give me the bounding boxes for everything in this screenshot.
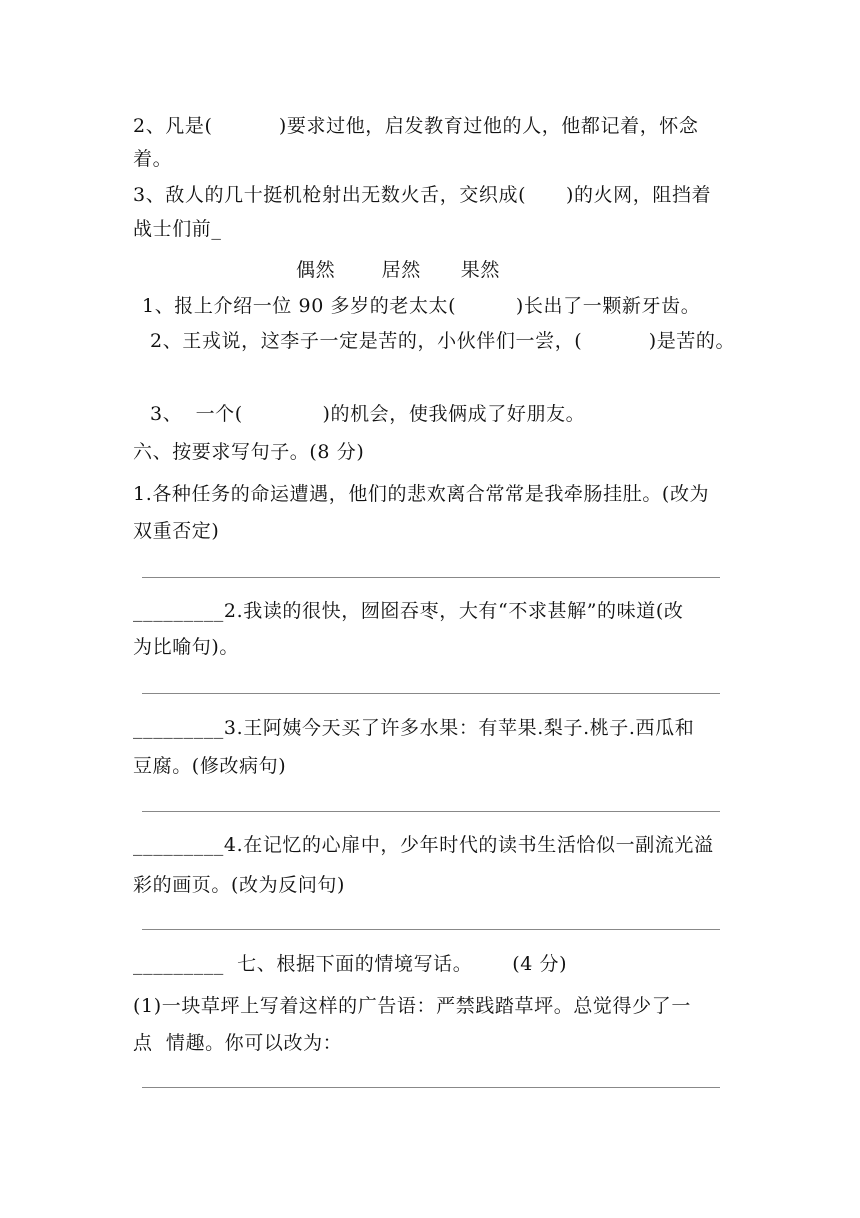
s6-q3-line-1: _________3.王阿姨今天买了许多水果：有苹果.梨子.桃子.西瓜和 <box>133 717 695 739</box>
s6-q4-line-1: _________4.在记忆的心扉中，少年时代的读书生活恰似一副流光溢 <box>133 834 714 856</box>
word-bank: 偶然 居然 果然 <box>296 259 500 281</box>
answer-line-4[interactable] <box>142 929 720 930</box>
answer-line-3[interactable] <box>142 811 720 812</box>
s6-q1-line-1: 1.各种任务的命运遭遇，他们的悲欢离合常常是我牵肠挂肚。(改为 <box>133 483 710 505</box>
answer-line-5[interactable] <box>142 1087 720 1088</box>
s7-q1-line-2: 点 情趣。你可以改为： <box>133 1032 343 1054</box>
answer-line-2[interactable] <box>142 693 720 694</box>
fill-q1: 1、报上介绍一位 90 多岁的老太太( )长出了一颗新牙齿。 <box>142 295 701 317</box>
s7-q1-line-1: (1)一块草坪上写着这样的广告语：严禁践踏草坪。总觉得少了一 <box>133 995 691 1017</box>
fill-q2: 2、王戎说，这李子一定是苦的，小伙伴们一尝，( )是苦的。 <box>150 330 736 352</box>
q2-line-1: 2、凡是( )要求过他，启发教育过他的人，他都记着，怀念 <box>133 115 699 137</box>
answer-line-1[interactable] <box>142 577 720 578</box>
s6-q3-line-2: 豆腐。(修改病句) <box>133 755 287 777</box>
fill-q3: 3、 一个( )的机会，使我俩成了好朋友。 <box>150 403 586 425</box>
s6-q1-line-2: 双重否定) <box>133 520 220 542</box>
q3-line-2: 战士们前_ <box>133 218 222 240</box>
s6-q4-line-2: 彩的画页。(改为反问句) <box>133 874 346 896</box>
q3-line-1: 3、敌人的几十挺机枪射出无数火舌，交织成( )的火网，阻挡着 <box>133 184 712 206</box>
section-six-heading: 六、按要求写句子。(8 分) <box>133 441 365 463</box>
s6-q2-line-1: _________2.我读的很快，囫囵吞枣，大有“不求甚解”的味道(改 <box>133 600 684 622</box>
q2-line-2: 着。 <box>133 148 173 170</box>
section-seven-heading: _________ 七、根据下面的情境写话。 (4 分) <box>133 953 568 975</box>
s6-q2-line-2: 为比喻句)。 <box>133 636 240 658</box>
